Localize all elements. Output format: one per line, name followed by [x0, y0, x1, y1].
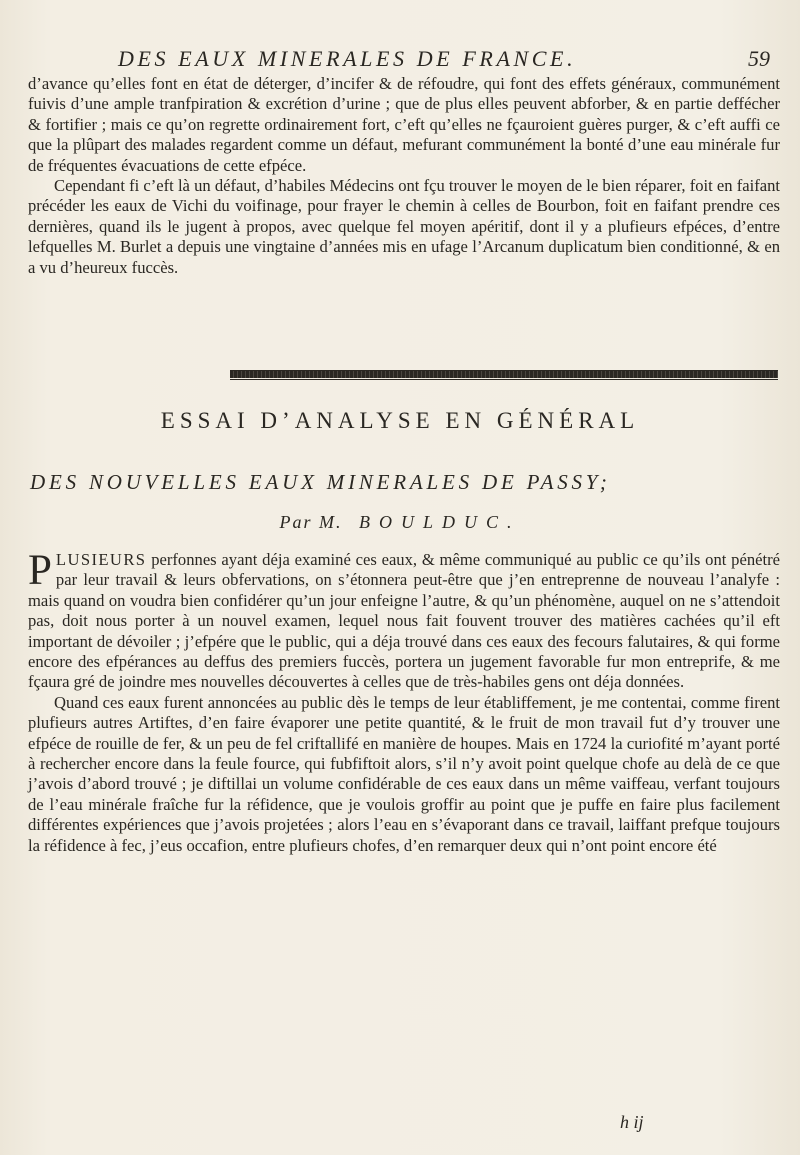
signature-mark: h ij — [620, 1112, 644, 1132]
section-title: ESSAI D’ANALYSE EN GÉNÉRAL — [160, 408, 640, 433]
byline-prefix: Par M. — [279, 512, 343, 532]
page-number: 59 — [748, 46, 770, 71]
opening-paragraph — [28, 547, 780, 693]
paragraph: Cependant fi c’eft là un défaut, d’habiles Médecins ont fçu trouver le moyen de le bien réparer, foit en faifant précéder les eaux de Vichi du voifinage, pour frayer le chemin à celles de Bourbon, foit en faifant prendre ces dernières, quand ils le jugent à propos, avec quelque fel moyen apéritif, dont il y a plufieurs efpéces, d’entre lefquelles M. Burlet a depuis une vingtaine d’années mis en ufage l’Arcanum duplicatum bien conditionné, & en a vu d’heureux fuccès. — [28, 176, 780, 277]
ornamental-rule — [230, 370, 778, 378]
drop-cap: P — [28, 547, 52, 594]
continued-text — [28, 74, 780, 278]
byline — [0, 512, 800, 533]
essay-text — [28, 547, 780, 856]
running-head — [0, 46, 800, 76]
paragraph: d’avance qu’elles font en état de déterger, d’incifer & de réfoudre, qui font des effets généraux, communément fuivis d’une ample tranfpiration & excrétion d’urine ; que de plus elles peuvent abforber, & en partie deffécher & fortifier ; mais ce qu’on regrette ordinairement fort, c’eft qu’elles ne fçauroient guères purger, & c’eft auffi ce que la plûpart des malades regardent comme un défaut, mefurant communément la bonté d’une eau minérale fur de fréquentes évacuations de cette efpéce. — [28, 74, 780, 175]
opening-word: LUSIEURS — [55, 550, 147, 569]
running-title: DES EAUX MINERALES DE FRANCE. — [118, 46, 577, 71]
author-name: BOULDUC. — [358, 512, 521, 532]
opening-paragraph-text: perfonnes ayant déja examiné ces eaux, & même communiqué au public ce qu’ils ont pénétré par leur travail & leurs obfervations, on s’étonnera peut-être que j’en entreprenne de nouveau l’analyfe : mais quand on voudra bien confidérer qu’un jour enfeigne l’autre, & qu’un phénomène, auquel on ne s’attendoit pas, doit nous porter à un nouvel examen, lequel nous fait fouvent trouver des matières cachées qu’il eft important de dévoiler ; j’efpére que le public, qui a déja trouvé dans ces eaux des fecours falutaires, & qui forme encore des efpérances au deffus des premiers fuccès, portera un jugement favorable fur mon entreprife, & me fçaura gré de joindre mes nouvelles découvertes à celles que de très-habiles gens ont déja données. — [28, 550, 780, 692]
paragraph: Quand ces eaux furent annoncées au public dès le temps de leur établiffement, je me contentai, comme firent plufieurs autres Artiftes, d’en faire évaporer une petite quantité, & le fruit de mon travail fut d’y trouver une efpéce de rouille de fer, & un peu de fel criftallifé en manière de houpes. Mais en 1724 la curiofité m’ayant porté à rechercher encore dans la feule fource, qui fubfiftoit alors, s’il n’y avoit point quelque chofe au delà de ce que j’avois d’abord trouvé ; je diftillai un volume confidérable de ces eaux dans un même vaiffeau, verfant toujours de l’eau minérale fraîche fur la réfidence, que je voulois groffir au point que je puffe en faire plus facilement différentes expériences que j’avois projetées ; alors l’eau en s’évaporant dans ce travail, laiffant prefque toujours la réfidence à fec, j’eus occafion, entre plufieurs chofes, d’en remarquer deux qui n’ont point encore été — [28, 692, 780, 855]
section-subtitle: DES NOUVELLES EAUX MINERALES DE PASSY; — [30, 470, 611, 494]
